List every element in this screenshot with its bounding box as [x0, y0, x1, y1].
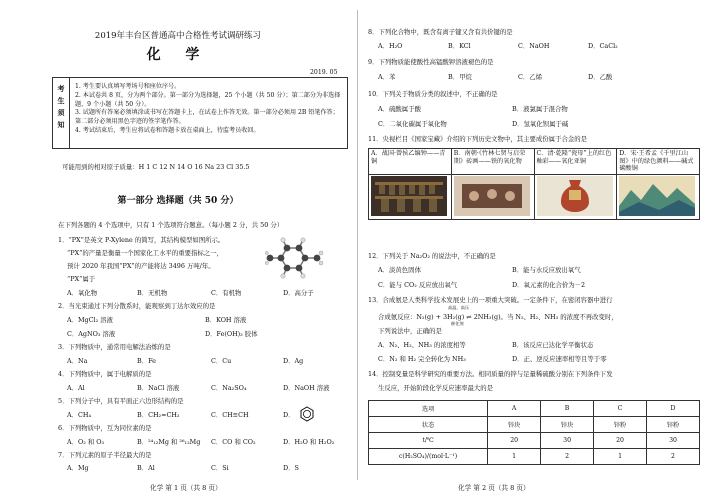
table-cell: 锌块 [541, 417, 594, 433]
q1-option-c[interactable]: C．有机物 [211, 289, 242, 297]
page-footer-left: 化学 第 1 页（共 8 页） [150, 484, 222, 492]
q12-option-b[interactable]: B．能与水反应放出氧气 [512, 266, 581, 274]
table-cell: 20 [488, 433, 541, 449]
q4-option-c[interactable]: C．Na₂SO₄ [211, 384, 247, 392]
table-row [369, 417, 700, 433]
table-cell: 2 [647, 449, 700, 465]
artifact-d-caption[interactable]: D．宋·王希孟《千里江山图》中的绿色颜料——碱式碳酸铜 [617, 149, 700, 175]
q1-stem: “PX”的产量是衡量一个国家化工水平的重要指标之一， [67, 249, 223, 257]
table-cell: 锌粉 [647, 417, 700, 433]
candidate-notes [52, 77, 348, 149]
q14-stem: 生反应，开始阶段化学反应速率最大的是 [378, 384, 494, 392]
q10-option-c[interactable]: C．二氧化碳属于氧化物 [378, 120, 447, 128]
artifact-b-caption[interactable]: B．南朝·《竹林七贤与启荣期》砖画——铁的氧化物 [451, 149, 534, 175]
table-cell: 锌块 [488, 417, 541, 433]
q2-option-d[interactable]: D．Fe(OH)₃ 胶体 [205, 330, 258, 338]
q6-option-a[interactable]: A．O₂ 和 O₃ [67, 438, 105, 446]
q1-stem: 1．“PX”是英文 P-Xylene 的简写，其结构模型如图所示。 [58, 236, 225, 244]
q1-option-b[interactable]: B．无机物 [137, 289, 168, 297]
q7-option-a[interactable]: A．Mg [67, 464, 89, 472]
q9-option-d[interactable]: D．乙酸 [588, 73, 613, 81]
table-row [369, 449, 700, 465]
artifact-c-caption[interactable]: C．清·乾隆“瓷母”上的红色釉彩——氧化亚铜 [534, 149, 617, 175]
q7-option-b[interactable]: B．Al [137, 464, 155, 472]
q10-option-d[interactable]: D．氢氧化钡属于碱 [512, 120, 569, 128]
landscape-painting-image [617, 174, 700, 220]
q7-option-c[interactable]: C．Si [211, 464, 229, 472]
q2-stem: 2．当光束通过下列分散系时，能观察到丁达尔效应的是 [58, 302, 216, 310]
table-header-cell: D [647, 401, 700, 417]
q5-option-b[interactable]: B．CH₂=CH₂ [137, 411, 180, 419]
table-header-cell: A [488, 401, 541, 417]
q10-stem: 10．下列关于物质分类的叙述中，不正确的是 [368, 90, 498, 98]
q3-option-b[interactable]: B．Fe [137, 357, 156, 365]
atomic-masses: 可能用到的相对原子质量：H 1 C 12 N 14 O 16 Na 23 Cl 35.5 [62, 163, 250, 171]
porcelain-vase-image [534, 174, 617, 220]
q12-option-c[interactable]: C．能与 CO₂ 反应放出氧气 [378, 281, 458, 289]
q8-stem: 8．下列化合物中，既含有离子键又含有共价键的是 [368, 28, 513, 36]
note-item: 1. 考生要认真填写考场号和座位序号。 [75, 83, 181, 90]
q13-option-d[interactable]: D．正、逆反应速率相等且等于零 [512, 355, 607, 363]
q8-option-a[interactable]: A．H₂O [378, 42, 403, 50]
q5-option-c[interactable]: C．CH≡CH [211, 411, 249, 419]
table-header-row [369, 401, 700, 417]
q4-stem: 4．下列物质中，属于电解质的是 [58, 370, 152, 378]
q12-option-d[interactable]: D．氧元素的化合价为－2 [512, 281, 586, 289]
q13-stem: 合成氨反应：N₂(g) + 3H₂(g) ⇌ 2NH₃(g)。当 N₂、H₂、NH₃ 的浓度不再改变时， [378, 313, 618, 321]
q6-option-b[interactable]: B．²⁴₁₂Mg 和 ²⁶₁₂Mg [137, 438, 201, 446]
q14-stem: 14．控制变量是科学研究的重要方法。相同质量的锌与足量稀硫酸分别在下列条件下发 [368, 370, 613, 378]
q1-stem: “PX”属于 [67, 275, 96, 283]
q7-option-d[interactable]: D．S [283, 464, 299, 472]
q10-option-a[interactable]: A．硫酸属于酸 [378, 105, 421, 113]
q3-stem: 3．下列物质中，通常用电解法冶炼的是 [58, 343, 171, 351]
q5-stem: 5．下列分子中，具有平面正六边形结构的是 [58, 397, 184, 405]
exam-title: 2019年丰台区普通高中合格性考试调研练习 [94, 31, 262, 41]
exam-date: 2019. 05 [310, 69, 338, 76]
brick-painting-image [451, 174, 534, 220]
q8-option-c[interactable]: C．NaOH [518, 42, 550, 50]
table-row [369, 433, 700, 449]
q12-stem: 12．下列关于 Na₂O₂ 的说法中，不正确的是 [368, 252, 496, 260]
q5-option-d[interactable]: D． [283, 411, 295, 419]
q13-condition-above: 高温、高压 [448, 305, 469, 310]
q8-option-b[interactable]: B．KCl [448, 42, 471, 50]
artifact-a-caption[interactable]: A．战国·曾侯乙编钟——青铜 [369, 149, 452, 175]
benzene-ring-icon [299, 406, 315, 422]
q8-option-d[interactable]: D．CaCl₂ [588, 42, 618, 50]
q2-option-b[interactable]: B．KOH 溶液 [205, 316, 247, 324]
q10-option-b[interactable]: B．液氯属于混合物 [512, 105, 568, 113]
note-item: 2. 本试卷共 8 页，分为两个部分。第一部分为选择题，25 个小题（共 50 分）；第二部分为非选择题，9 个小题（共 50 分）。 [75, 91, 341, 108]
note-item: 4. 考试结束后，考生应将试卷和答题卡放在桌面上，待监考员收回。 [75, 126, 260, 134]
q13-stem: 13．合成氨是人类科学技术发展史上的一项重大突破。一定条件下，在密闭容器中进行 [368, 296, 613, 304]
column-divider [357, 10, 358, 480]
table-cell: 1 [594, 449, 647, 465]
table-cell: 2 [541, 449, 594, 465]
px-molecule-model [265, 234, 325, 280]
q13-stem: 下列说法中，正确的是 [378, 327, 442, 335]
q9-option-c[interactable]: C．乙烯 [518, 73, 543, 81]
q1-stem: 预计 2020 年我国“PX”的产能将达 3496 万吨/年。 [67, 262, 215, 270]
q13-condition-below: 催化剂 [451, 321, 464, 326]
reaction-conditions-table [368, 400, 700, 465]
q3-option-c[interactable]: C．Cu [211, 357, 232, 365]
q7-stem: 7．下列元素的原子半径最大的是 [58, 451, 152, 459]
section-intro: 在下列各题的 4 个选项中，只有 1 个选项符合题意。（每小题 2 分，共 50 分） [58, 221, 284, 229]
q1-option-d[interactable]: D．高分子 [283, 289, 314, 297]
subject-title: 化 学 [146, 47, 210, 63]
table-header-cell: 选项 [369, 401, 488, 417]
q9-option-a[interactable]: A．苯 [378, 73, 396, 81]
q12-option-a[interactable]: A．淡黄色固体 [378, 266, 421, 274]
table-cell: 20 [594, 433, 647, 449]
q1-option-a[interactable]: A．氧化物 [67, 289, 98, 297]
table-cell: 锌粉 [594, 417, 647, 433]
table-cell: 状态 [369, 417, 488, 433]
q2-option-c[interactable]: C．AgNO₃ 溶液 [67, 330, 116, 338]
table-header-cell: B [541, 401, 594, 417]
q2-option-a[interactable]: A．MgCl₂ 溶液 [67, 316, 113, 324]
notes-label: 考 生 须 知 [53, 78, 70, 148]
table-cell: 30 [541, 433, 594, 449]
q5-option-a[interactable]: A．CH₄ [67, 411, 92, 419]
q6-stem: 6．下列物质中，互为同位素的是 [58, 424, 152, 432]
q11-stem: 11．央视栏目《国家宝藏》介绍的下列历史文物中，其主要成份属于合金的是 [368, 135, 588, 143]
q3-option-a[interactable]: A．Na [67, 357, 88, 365]
q13-option-a[interactable]: A．N₂、H₂、NH₃ 的浓度相等 [378, 341, 466, 349]
q13-option-b[interactable]: B．该反应已达化学平衡状态 [512, 341, 594, 349]
table-cell: 30 [647, 433, 700, 449]
table-cell: 1 [488, 449, 541, 465]
q9-option-b[interactable]: B．甲烷 [448, 73, 472, 81]
table-header-cell: C [594, 401, 647, 417]
q13-option-c[interactable]: C．N₂ 和 H₂ 完全转化为 NH₃ [378, 355, 466, 363]
q4-option-d[interactable]: D．NaOH 溶液 [283, 384, 330, 392]
q3-option-d[interactable]: D．Ag [283, 357, 304, 365]
section-title: 第一部分 选择题（共 50 分） [117, 196, 239, 206]
table-cell: t/℃ [369, 433, 488, 449]
q4-option-b[interactable]: B．NaCl 溶液 [137, 384, 180, 392]
table-cell: c(H₂SO₄)/(mol·L⁻¹) [369, 449, 488, 465]
q9-stem: 9．下列物质能使酸性高锰酸钾溶液褪色的是 [368, 58, 494, 66]
note-item: 3. 试题所有答案必须填涂或书写在答题卡上，在试卷上作答无效。第一部分必须用 2B 铅笔作答；第二部分必须用黑色字迹的签字笔作答。 [75, 109, 339, 126]
q6-option-d[interactable]: D．H₂O 和 H₂O₂ [283, 438, 335, 446]
page-footer-right: 化学 第 2 页（共 8 页） [458, 484, 530, 492]
bronze-bells-image [369, 174, 452, 220]
q6-option-c[interactable]: C．CO 和 CO₂ [211, 438, 256, 446]
artifact-table [368, 148, 700, 220]
q4-option-a[interactable]: A．Al [67, 384, 85, 392]
